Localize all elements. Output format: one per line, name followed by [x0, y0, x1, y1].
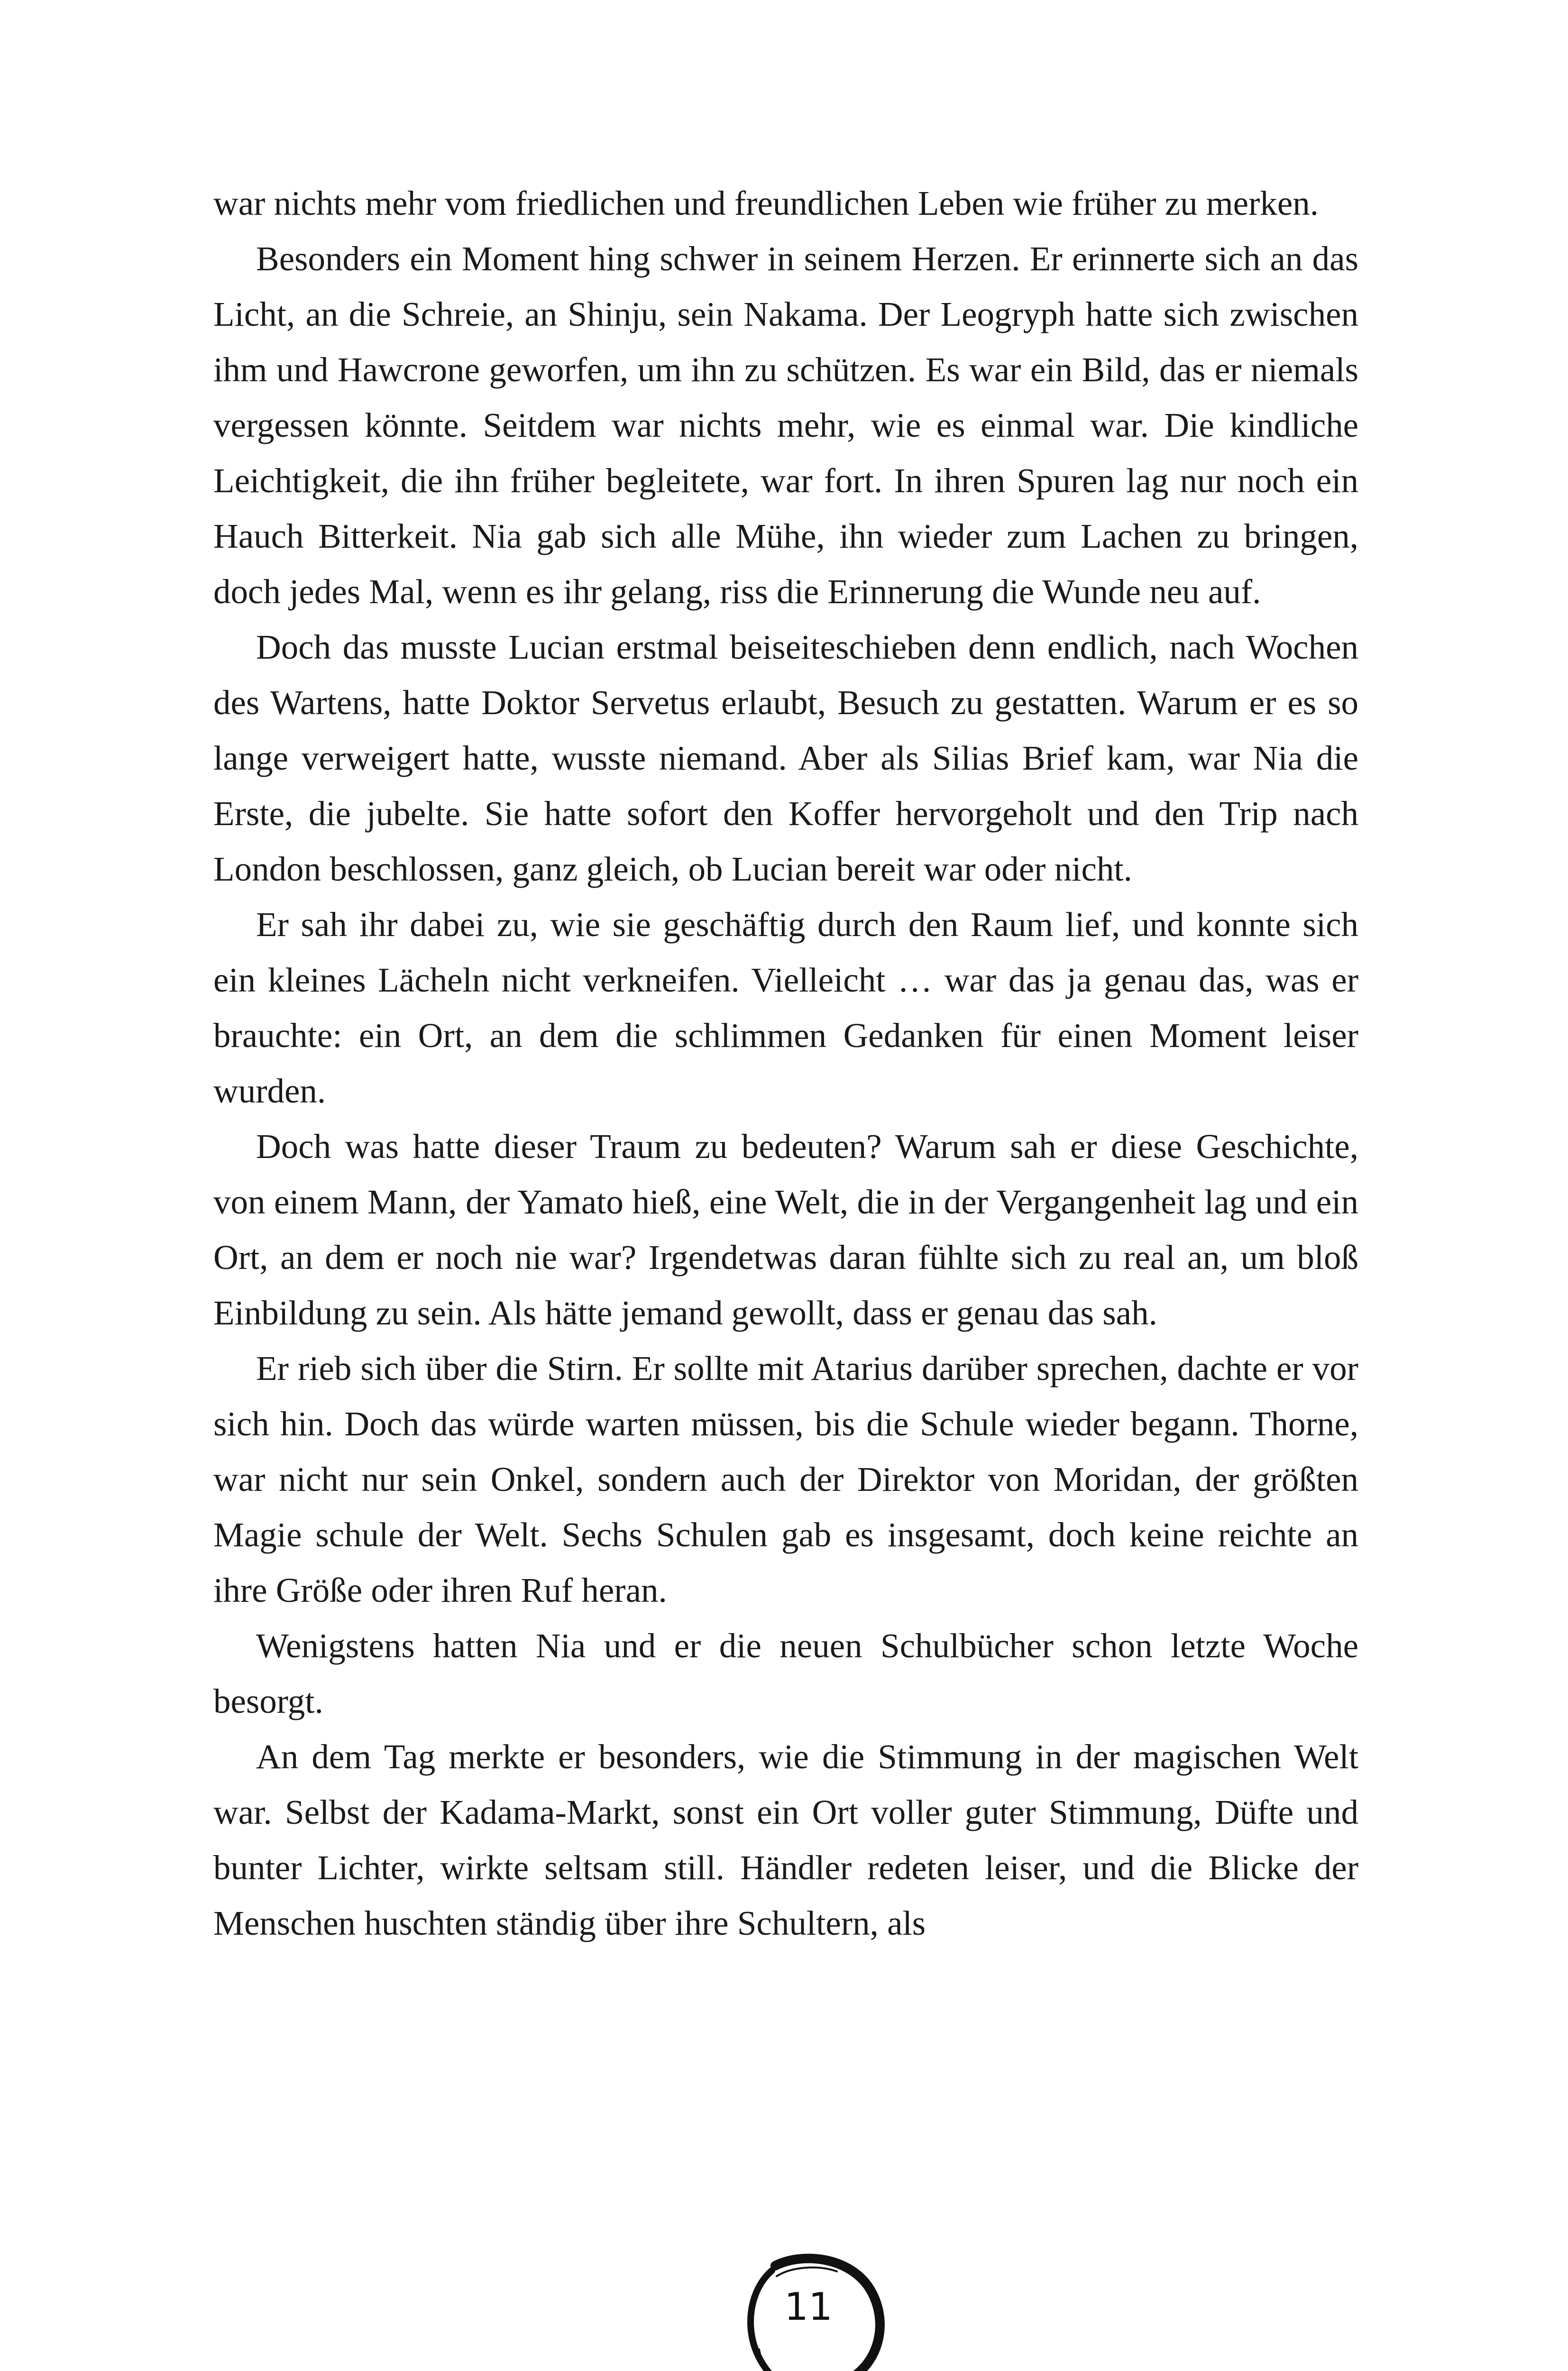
- page-number-ornament: [730, 2248, 887, 2371]
- paragraph: Besonders ein Moment hing schwer in seinem Herzen. Er erinnerte sich an das Licht, an die Schreie, an Shinju, sein Nakama. Der Leogryph hatte sich zwischen ihm und Hawcrone geworfen, um ihn zu schützen. Es war ein Bild, das er niemals vergessen könnte. Seitdem war nichts mehr, wie es einmal war. Die kindliche Leichtigkeit, die ihn früher begleitete, war fort. In ihren Spuren lag nur noch ein Hauch Bitterkeit. Nia gab sich alle Mühe, ihn wieder zum Lachen zu bringen, doch jedes Mal, wenn es ihr gelang, riss die Erinnerung die Wunde neu auf.: [213, 239, 1358, 611]
- paragraph: Wenigstens hatten Nia und er die neuen Schulbücher schon letzte Woche besorgt.: [213, 1627, 1358, 1720]
- page-number: 11: [784, 2285, 833, 2329]
- page-body: [213, 175, 1358, 1951]
- paragraph: Doch was hatte dieser Traum zu bedeuten? Warum sah er diese Geschichte, von einem Mann, der Yamato hieß, eine Welt, die in der Vergangenheit lag und ein Ort, an dem er noch nie war? Irgendetwas daran fühlte sich zu real an, um bloß Einbildung zu sein. Als hätte jemand gewollt, dass er genau das sah.: [213, 1127, 1358, 1332]
- paragraph: An dem Tag merkte er besonders, wie die Stimmung in der magischen Welt war. Selbst der Kadama-Markt, sonst ein Ort voller guter Stimmung, Düfte und bunter Lichter, wirkte seltsam still. Händler redeten leiser, und die Blicke der Menschen huschten ständig über ihre Schultern, als: [213, 1737, 1358, 1942]
- paragraph: Er sah ihr dabei zu, wie sie geschäftig durch den Raum lief, und konnte sich ein kleines Lächeln nicht verkneifen. Vielleicht … war das ja genau das, was er brauchte: ein Ort, an dem die schlimmen Gedanken für einen Moment leiser wurden.: [213, 905, 1358, 1110]
- paragraph: Doch das musste Lucian erstmal beiseiteschieben denn endlich, nach Wochen des Wartens, hatte Doktor Servetus erlaubt, Besuch zu gestatten. Warum er es so lange verweigert hatte, wusste niemand. Aber als Silias Brief kam, war Nia die Erste, die jubelte. Sie hatte sofort den Koffer hervorgeholt und den Trip nach London beschlossen, ganz gleich, ob Lucian bereit war oder nicht.: [213, 628, 1358, 888]
- paragraph: Er rieb sich über die Stirn. Er sollte mit Atarius darüber sprechen, dachte er vor sich hin. Doch das würde warten müssen, bis die Schule wieder begann. Thorne, war nicht nur sein Onkel, sondern auch der Direktor von Moridan, der größten Magie schule der Welt. Sechs Schulen gab es insgesamt, doch keine reichte an ihre Größe oder ihren Ruf heran.: [213, 1349, 1358, 1609]
- paragraph-continuation: war nichts mehr vom friedlichen und freundlichen Leben wie früher zu merken.: [213, 184, 1319, 222]
